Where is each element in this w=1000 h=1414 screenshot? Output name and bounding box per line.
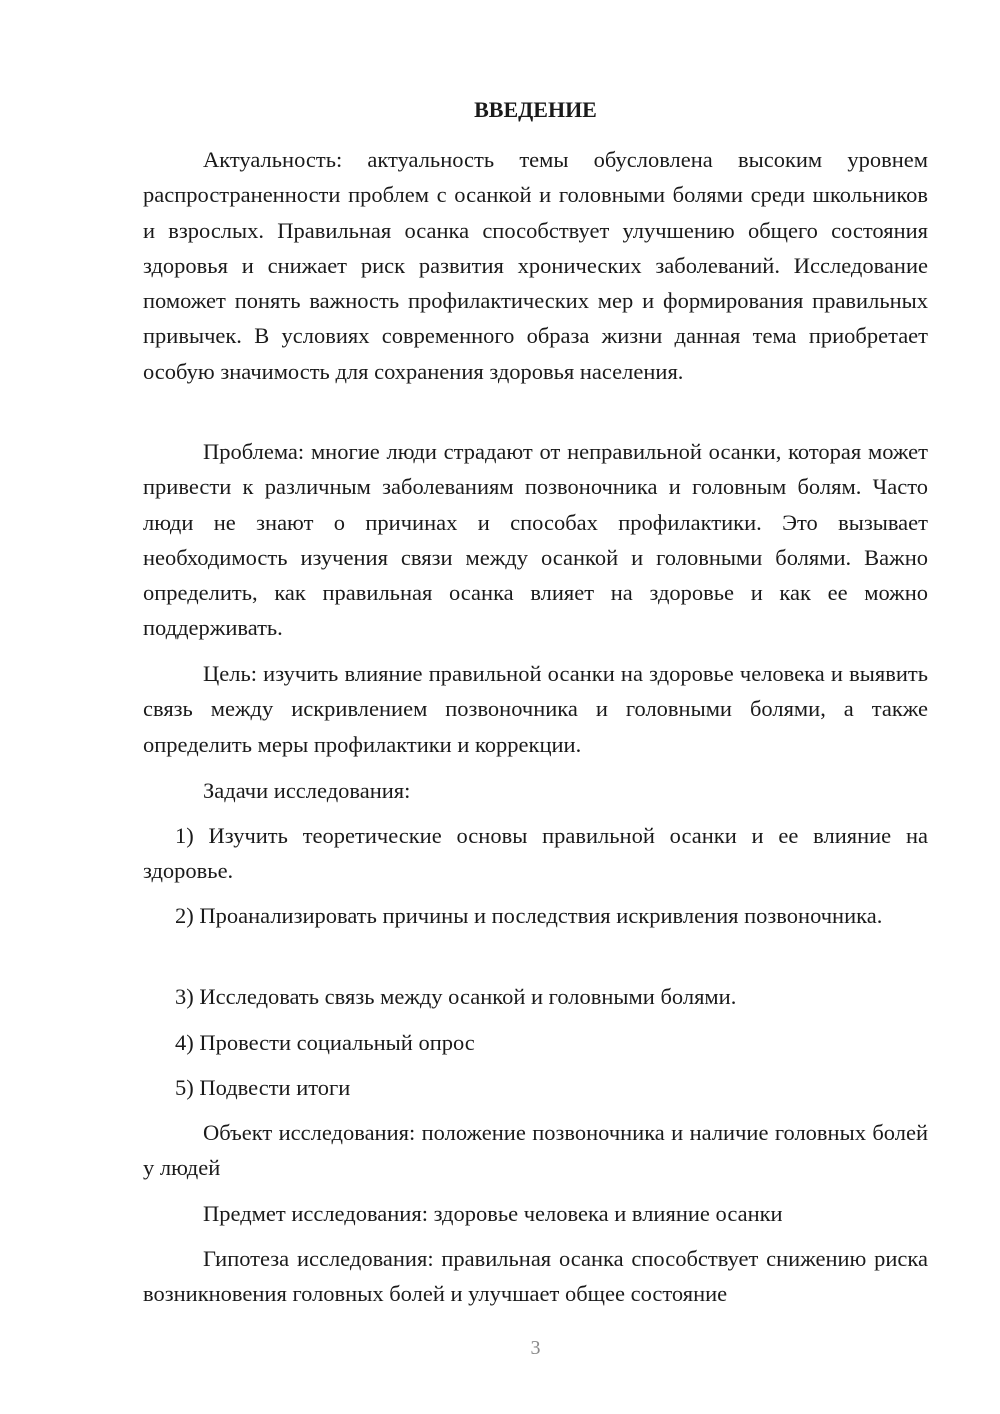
paragraph-relevance: Актуальность: актуальность темы обусловлена высоким уровнем распространенности проблем с осанкой и головными болями среди школьников и взрослых. Правильная осанка способствует улучшению общего состояния здоровья и снижает риск развития хронических заболеваний. Исследование поможет понять важность профилактических мер и формирования правильных привычек. В условиях современного образа жизни данная тема приобретает особую значимость для сохранения здоровья населения. bbox=[143, 147, 928, 384]
section-title: ВВЕДЕНИЕ bbox=[474, 97, 597, 122]
page-number: 3 bbox=[530, 1337, 541, 1359]
paragraph-goal: Цель: изучить влияние правильной осанки на здоровье человека и выявить связь между искривлением позвоночника и головными болями, а также определить меры профилактики и коррекции. bbox=[143, 661, 928, 757]
paragraph-hypothesis: Гипотеза исследования: правильная осанка способствует снижению риска возникновения головных болей и улучшает общее состояние bbox=[143, 1246, 928, 1307]
tasks-heading: Задачи исследования: bbox=[203, 778, 411, 803]
task-item-4: 4) Провести социальный опрос bbox=[175, 1030, 475, 1055]
paragraph-problem: Проблема: многие люди страдают от неправильной осанки, которая может привести к различным заболеваниям позвоночника и головным болям. Часто люди не знают о причинах и способах профилактики. Это вызывает необходимость изучения связи между осанкой и головными болями. Важно определить, как правильная осанка влияет на здоровье и как ее можно поддерживать. bbox=[143, 439, 928, 641]
task-item-2: 2) Проанализировать причины и последствия искривления позвоночника. bbox=[175, 903, 883, 928]
task-item-1: 1) Изучить теоретические основы правильной осанки и ее влияние на здоровье. bbox=[143, 823, 928, 884]
paragraph-object: Объект исследования: положение позвоночника и наличие головных болей у людей bbox=[143, 1120, 928, 1181]
task-item-3: 3) Исследовать связь между осанкой и головными болями. bbox=[175, 984, 737, 1009]
task-item-5: 5) Подвести итоги bbox=[175, 1075, 351, 1100]
paragraph-subject: Предмет исследования: здоровье человека и влияние осанки bbox=[203, 1201, 783, 1226]
